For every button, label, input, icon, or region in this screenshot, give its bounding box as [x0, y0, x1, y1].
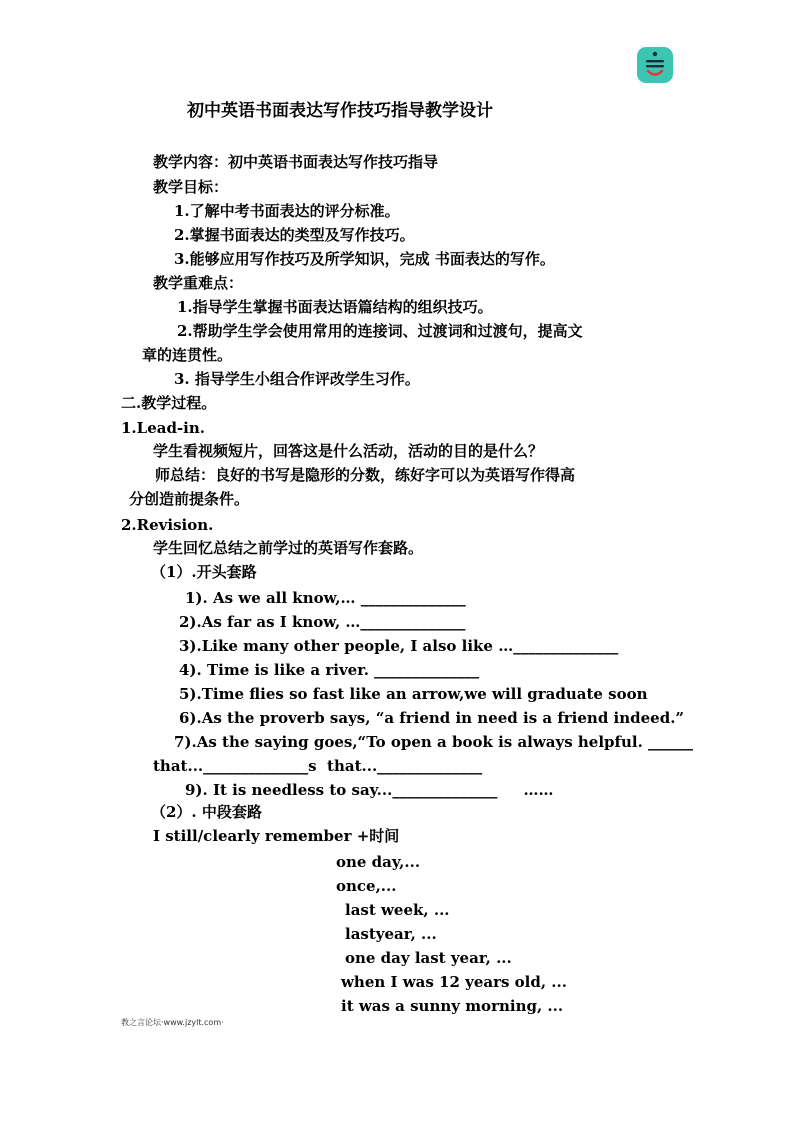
time-phrase: it was a sunny morning, ... — [341, 997, 564, 1015]
time-phrase: lastyear, ... — [345, 925, 437, 943]
smile-logo-icon — [637, 47, 673, 83]
key-point-item: 2.帮助学生学会使用常用的连接词、过渡词和过渡句，提高文 — [177, 322, 583, 340]
content-line: 教学内容：初中英语书面表达写作技巧指导 — [153, 153, 439, 171]
objectives-heading: 教学目标： — [153, 178, 229, 196]
lead-in-heading: 1.Lead-in. — [121, 419, 206, 437]
key-point-item: 3. 指导学生小组合作评改学生习作。 — [174, 370, 420, 388]
time-phrase: when I was 12 years old, ... — [341, 973, 567, 991]
revision-text: 学生回忆总结之前学过的英语写作套路。 — [153, 539, 424, 557]
revision-heading: 2.Revision. — [121, 516, 214, 534]
time-phrase: one day,... — [336, 853, 421, 871]
phrase-item: 7).As the saying goes,“To open a book is always helpful. ______ — [174, 733, 694, 751]
summary-text: 师总结：良好的书写是隐形的分数，练好字可以为英语写作得高 — [155, 466, 576, 484]
phrase-item: 6).As the proverb says, “a friend in need is a friend indeed.” — [179, 709, 685, 727]
phrase-item: 4). Time is like a river. ______________ — [179, 661, 480, 679]
phrase-item: 3).Like many other people, I also like …______________ — [179, 637, 619, 655]
time-phrase: once,... — [336, 877, 397, 895]
lead-in-text: 学生看视频短片，回答这是什么活动，活动的目的是什么？ — [153, 442, 544, 460]
key-point-item-cont: 章的连贯性。 — [142, 346, 233, 364]
middle-heading: （2）. 中段套路 — [151, 803, 262, 821]
phrase-item-cont: that...______________s that...______________ — [153, 757, 483, 775]
objective-item: 1.了解中考书面表达的评分标准。 — [174, 202, 400, 220]
opening-heading: （1）.开头套路 — [151, 563, 257, 581]
phrase-item: 5).Time flies so fast like an arrow,we will graduate soon — [179, 685, 648, 703]
remember-line: I still/clearly remember +时间 — [153, 827, 400, 845]
key-point-item: 1.指导学生掌握书面表达语篇结构的组织技巧。 — [177, 298, 493, 316]
key-points-heading: 教学重难点： — [153, 274, 244, 292]
time-phrase: one day last year, ... — [345, 949, 512, 967]
phrase-item: 2).As far as I know, …______________ — [179, 613, 466, 631]
phrase-item: 9). It is needless to say...______________ …… — [185, 781, 554, 799]
process-heading: 二.教学过程。 — [121, 394, 217, 412]
time-phrase: last week, ... — [345, 901, 450, 919]
objective-item: 2.掌握书面表达的类型及写作技巧。 — [174, 226, 415, 244]
page-title: 初中英语书面表达写作技巧指导教学设计 — [187, 101, 493, 121]
phrase-item: 1). As we all know,… ______________ — [185, 589, 466, 607]
objective-item: 3.能够应用写作技巧及所学知识，完成 书面表达的写作。 — [174, 250, 555, 268]
summary-text-cont: 分创造前提条件。 — [129, 490, 250, 508]
brand-logo — [637, 47, 673, 83]
footer-source: 教之言论坛·www.jzylt.com· — [121, 1018, 224, 1027]
